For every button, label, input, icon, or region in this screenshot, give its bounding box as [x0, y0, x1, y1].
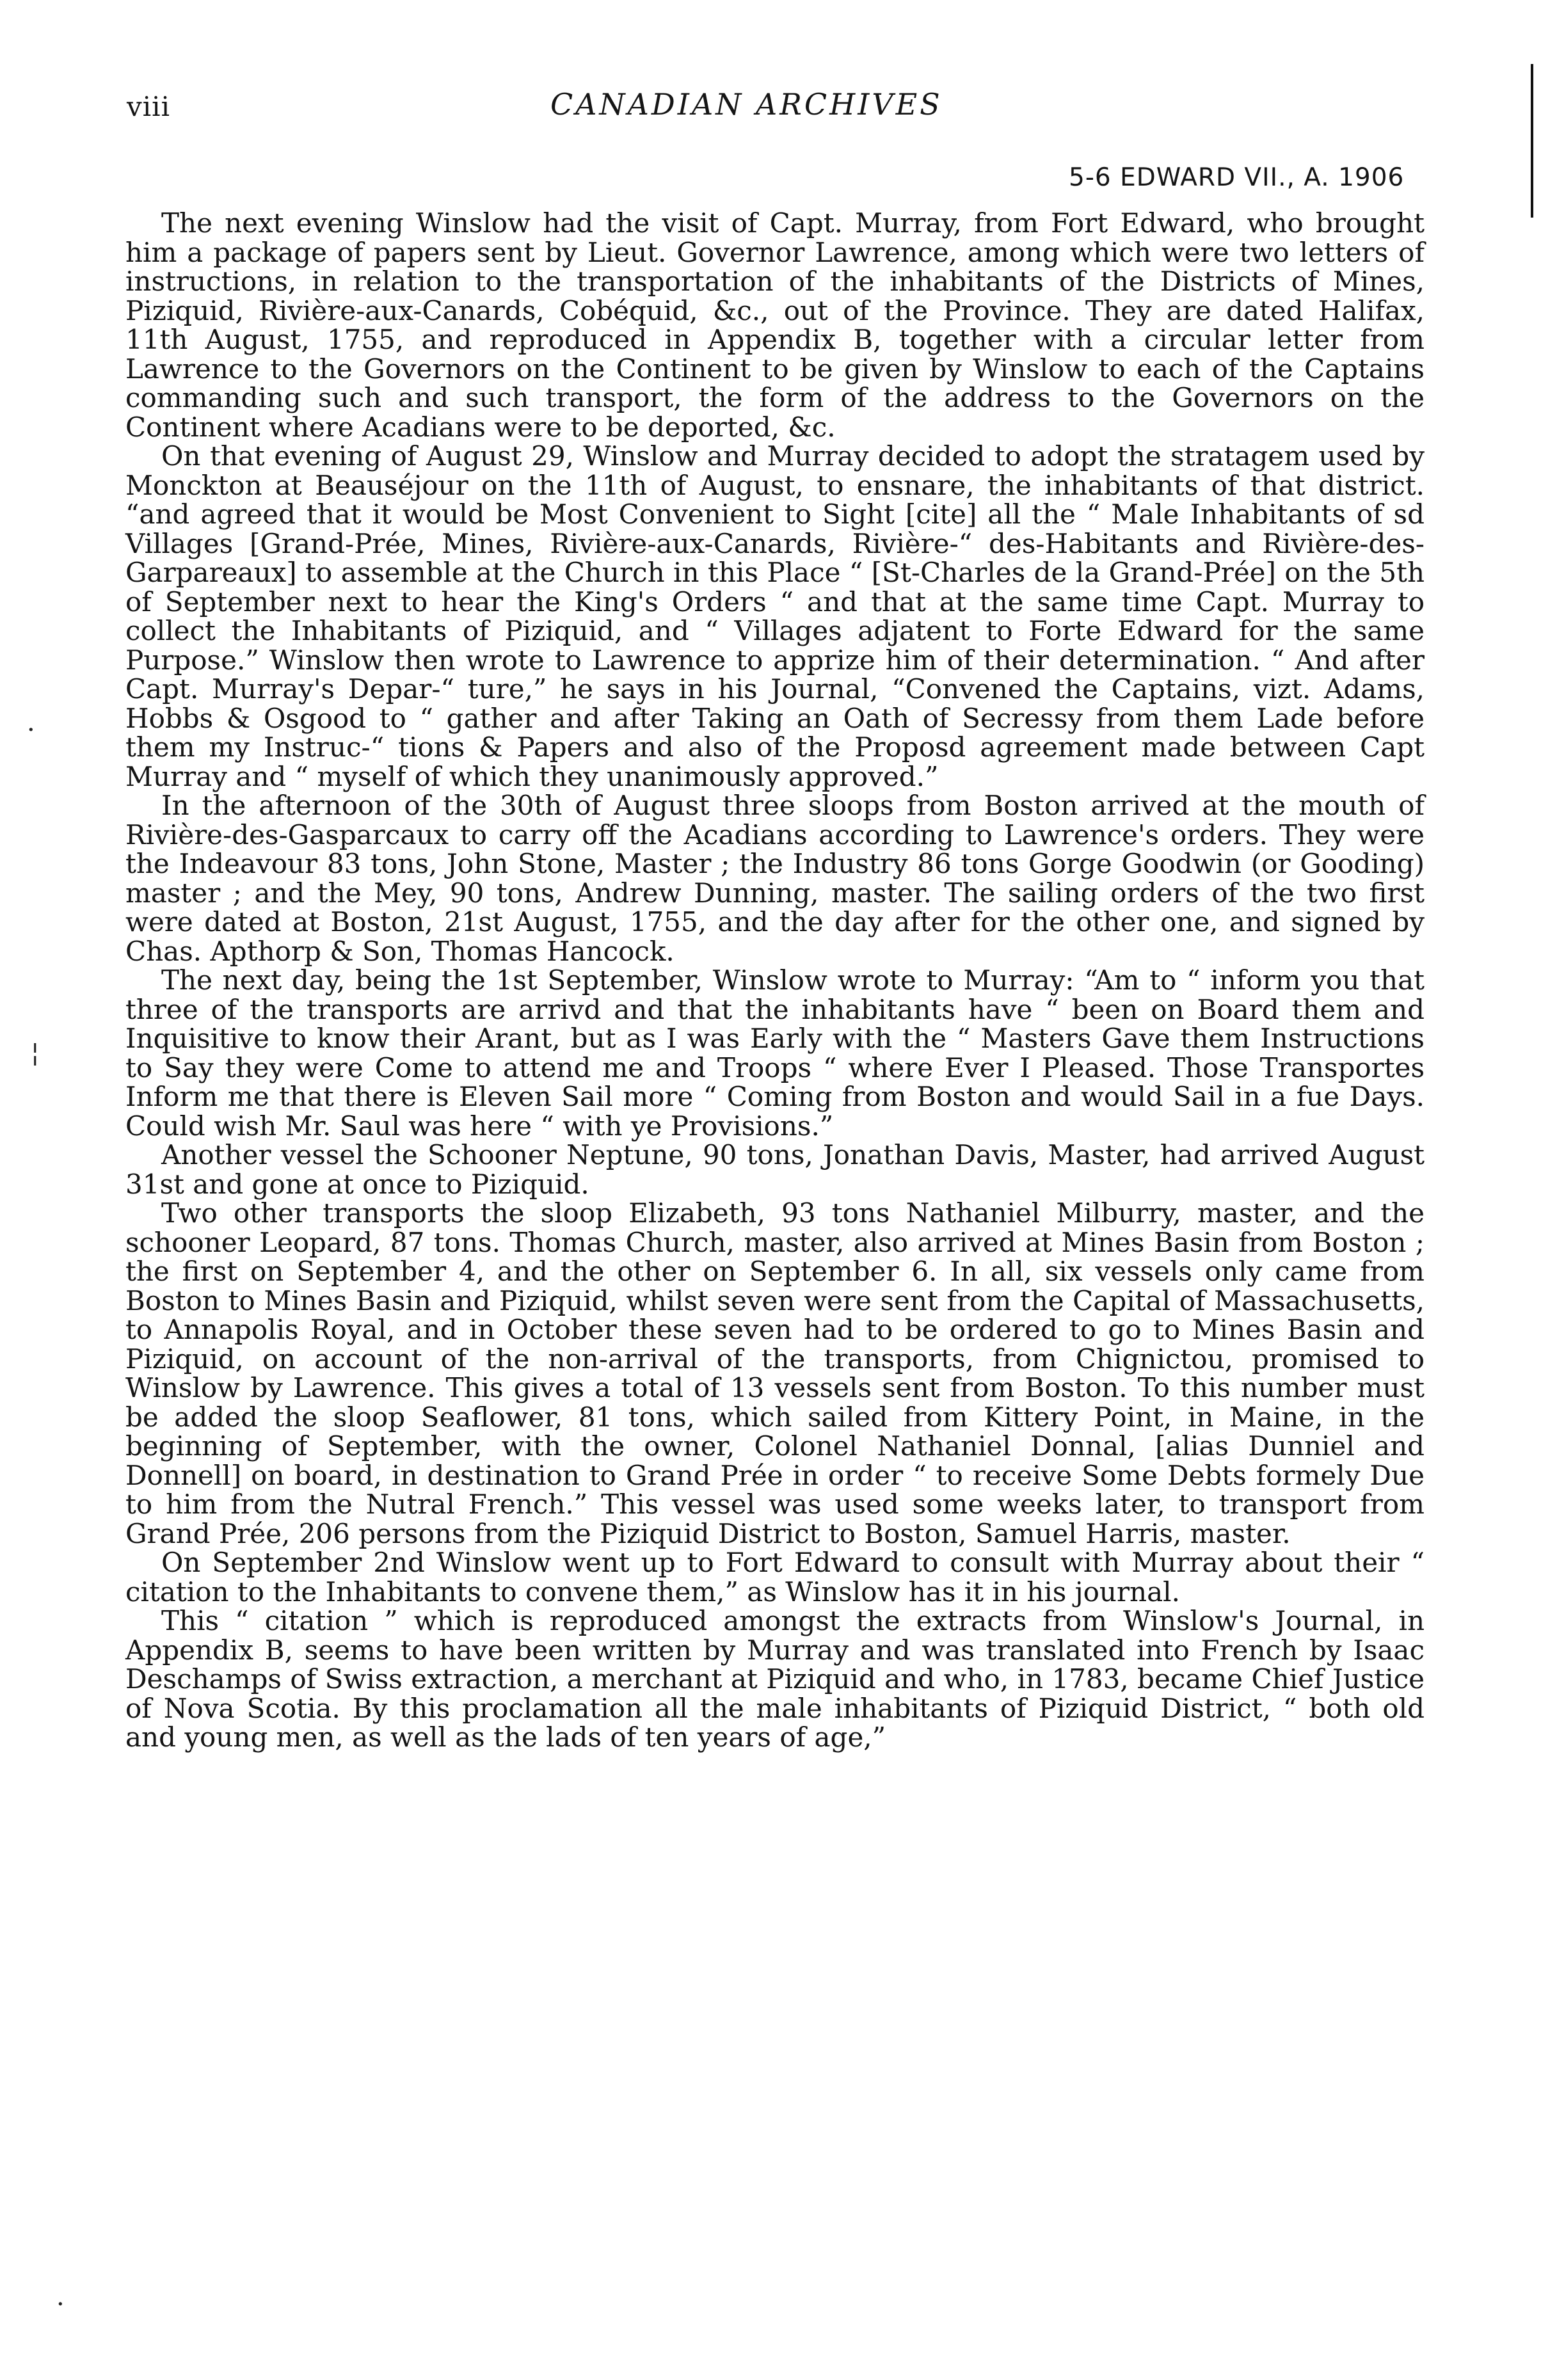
- margin-dot: ·: [27, 715, 35, 745]
- paragraph: The next day, being the 1st September, Winslow wrote to Murray: “Am to “ inform you that three of the transports are arrivd and that the inhabitants have “ been on Board them and Inquisitive to know their Arant, but as I was Early with the “ Masters Gave them Instructions to Say they were Come to attend me and Troops “ where Ever I Pleased. Those Transportes Inform me that there is Eleven Sail more “ Coming from Boston and would Sail in a fue Days. Could wish Mr. Saul was here “ with ye Provisions.”: [125, 964, 1425, 1142]
- paragraph: On that evening of August 29, Winslow and Murray decided to adopt the stratagem used by Monckton at Beauséjour on the 11th of August, to ensnare, the inhabitants of that district. “and agreed that it would be Most Convenient to Sight [cite] all the “ Male Inhabitants of sd Villages [Grand-Prée, Mines, Rivière-aux-Canards, Rivière-“ des-Habitants and Rivière-des-Garpareaux] to assemble at the Church in this Place “ [St-Charles de la Grand-Prée] on the 5th of September next to hear the King's Orders “ and that at the same time Capt. Murray to collect the Inhabitants of Piziquid, and “ Villages adjatent to Forte Edward for the same Purpose.” Winslow then wrote to Lawrence to apprize him of their determination. “ And after Capt. Murray's Depar-“ ture,” he says in his Journal, “Convened the Captains, vizt. Adams, Hobbs & Osgood to “ gather and after Taking an Oath of Secressy from them Lade before them my Instruc-“ tions & Papers and also of the Proposd agreement made between Capt Murray and “ myself of which they unanimously approved.”: [125, 440, 1425, 792]
- paragraph: Another vessel the Schooner Neptune, 90 tons, Jonathan Davis, Master, had arrived August 31st and gone at once to Piziquid.: [125, 1139, 1425, 1200]
- margin-tick: ¦: [31, 1038, 40, 1067]
- running-title: CANADIAN ARCHIVES: [550, 87, 943, 122]
- paragraph: The next evening Winslow had the visit of Capt. Murray, from Fort Edward, who brought him a package of papers sent by Lieut. Governor Lawrence, among which were two letters of instructions, in relation to the transportation of the inhabitants of the Districts of Mines, Piziquid, Rivière-aux-Canards, Cobéquid, &c., out of the Province. They are dated Halifax, 11th August, 1755, and reproduced in Appendix B, together with a circular letter from Lawrence to the Governors on the Continent to be given by Winslow to each of the Captains commanding such and such transport, the form of the address to the Governors on the Continent where Acadians were to be deported, &c.: [125, 207, 1425, 443]
- session-label: 5-6 EDWARD VII., A. 1906: [1069, 163, 1405, 192]
- page-number: viii: [127, 91, 171, 122]
- margin-dot: ·: [56, 2290, 65, 2319]
- paragraph: Two other transports the sloop Elizabeth, 93 tons Nathaniel Milburry, master, and the schooner Leopard, 87 tons. Thomas Church, master, also arrived at Mines Basin from Boston ; the first on September 4, and the other on September 6. In all, six vessels only came from Boston to Mines Basin and Piziquid, whilst seven were sent from the Capital of Massachusetts, to Annapolis Royal, and in October these seven had to be ordered to go to Mines Basin and Piziquid, on account of the non-arrival of the transports, from Chignictou, promised to Winslow by Lawrence. This gives a total of 13 vessels sent from Boston. To this number must be added the sloop Seaflower, 81 tons, which sailed from Kittery Point, in Maine, in the beginning of September, with the owner, Colonel Nathaniel Donnal, [alias Dunniel and Donnell] on board, in destination to Grand Prée in order “ to receive Some Debts formely Due to him from the Nutral French.” This vessel was used some weeks later, to transport from Grand Prée, 206 persons from the Piziquid District to Boston, Samuel Harris, master.: [125, 1197, 1425, 1549]
- paragraph: In the afternoon of the 30th of August three sloops from Boston arrived at the mouth of Rivière-des-Gasparcaux to carry off the Acadians according to Lawrence's orders. They were the Indeavour 83 tons, John Stone, Master ; the Industry 86 tons Gorge Goodwin (or Gooding) master ; and the Mey, 90 tons, Andrew Dunning, master. The sailing orders of the two first were dated at Boston, 21st August, 1755, and the day after for the other one, and signed by Chas. Apthorp & Son, Thomas Hancock.: [125, 790, 1425, 967]
- paragraph: This “ citation ” which is reproduced amongst the extracts from Winslow's Journal, in Appendix B, seems to have been written by Murray and was translated into French by Isaac Deschamps of Swiss extraction, a merchant at Piziquid and who, in 1783, became Chief Justice of Nova Scotia. By this proclamation all the male inhabitants of Piziquid District, “ both old and young men, as well as the lads of ten years of age,”: [125, 1605, 1425, 1753]
- paragraph: On September 2nd Winslow went up to Fort Edward to consult with Murray about their “ citation to the Inhabitants to convene them,” as Winslow has it in his journal.: [125, 1547, 1425, 1608]
- scan-edge-rule: [1531, 64, 1533, 218]
- body-text: [125, 209, 1425, 1752]
